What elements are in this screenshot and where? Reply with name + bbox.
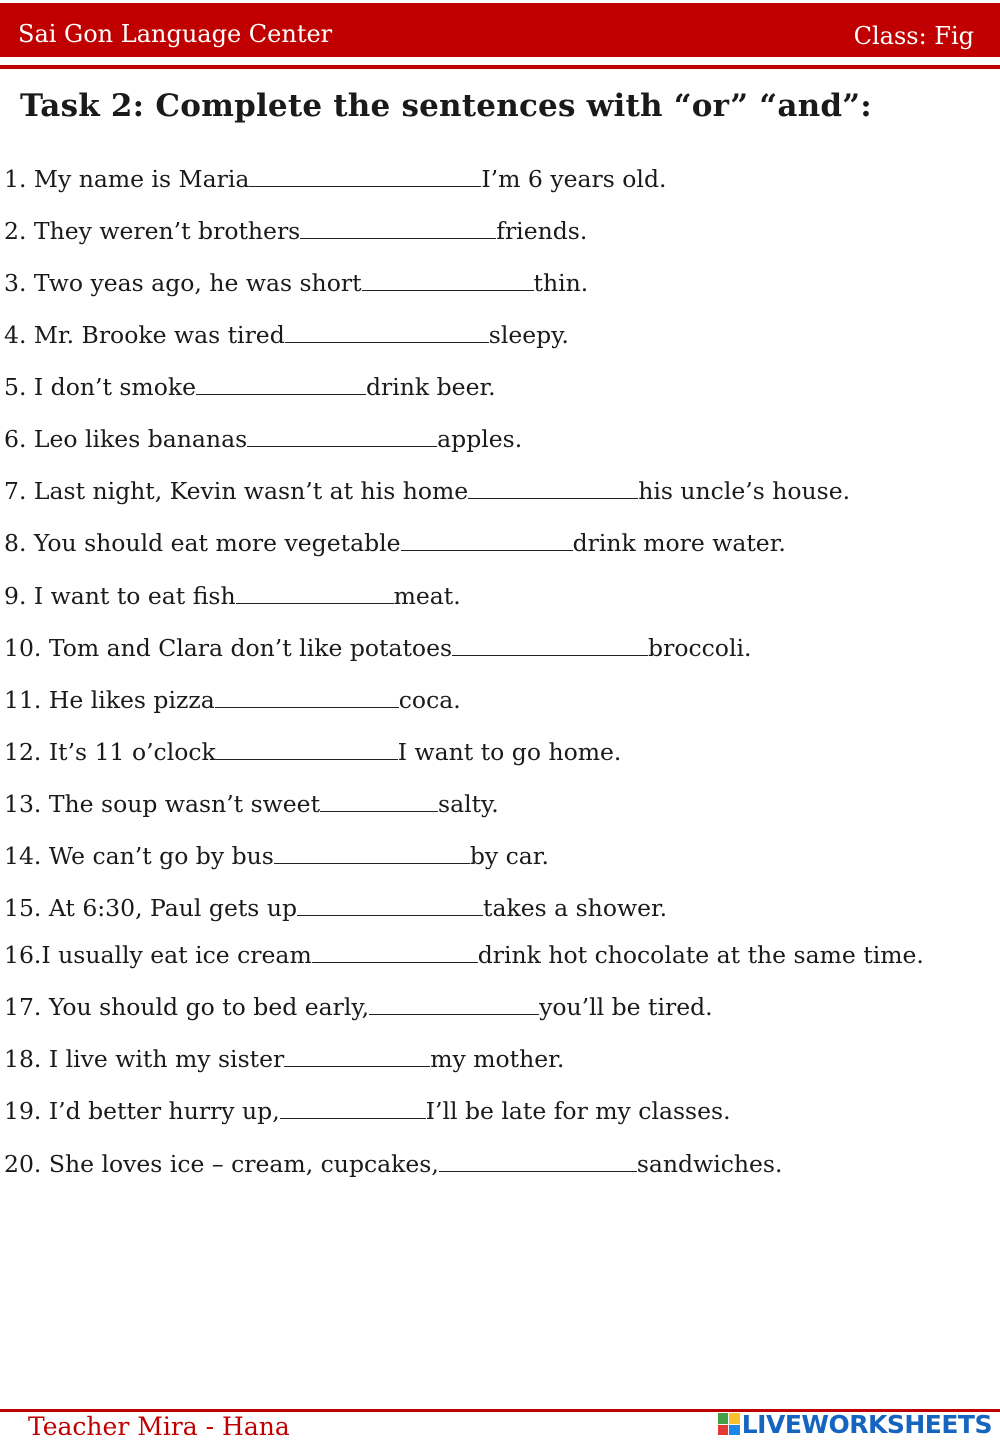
sentence-item bbox=[4, 212, 587, 247]
sentence-before: 14. We can’t go by bus bbox=[4, 842, 274, 870]
logo-icon bbox=[718, 1413, 740, 1435]
sentence-after: drink beer. bbox=[366, 373, 496, 401]
sentence-before: 1. My name is Maria bbox=[4, 165, 250, 193]
answer-blank[interactable] bbox=[216, 733, 398, 760]
sentence-after: by car. bbox=[469, 842, 549, 870]
task-title: Task 2: Complete the sentences with “or” “and”: bbox=[20, 88, 872, 124]
liveworksheets-logo[interactable] bbox=[718, 1409, 992, 1439]
answer-blank[interactable] bbox=[452, 629, 648, 656]
sentence-item bbox=[4, 733, 621, 768]
sentence-after: sleepy. bbox=[488, 321, 569, 349]
sentence-before: 4. Mr. Brooke was tired bbox=[4, 321, 285, 349]
answer-blank[interactable] bbox=[196, 368, 366, 395]
sentence-item bbox=[4, 988, 713, 1023]
sentence-before: 7. Last night, Kevin wasn’t at his home bbox=[4, 477, 469, 505]
class-label: Class: Fig bbox=[853, 22, 974, 50]
sentence-item bbox=[4, 1040, 564, 1075]
sentence-before: 2. They weren’t brothers bbox=[4, 217, 301, 245]
sentence-item bbox=[4, 681, 461, 716]
sentence-item bbox=[4, 1092, 731, 1127]
sentence-item bbox=[4, 837, 549, 872]
answer-blank[interactable] bbox=[468, 472, 638, 499]
sentence-before: 6. Leo likes bananas bbox=[4, 425, 248, 453]
answer-blank[interactable] bbox=[285, 316, 489, 343]
sentence-after: coca. bbox=[398, 686, 461, 714]
answer-blank[interactable] bbox=[274, 837, 470, 864]
sentence-item bbox=[4, 316, 569, 351]
sentence-after: sandwiches. bbox=[636, 1150, 783, 1178]
answer-blank[interactable] bbox=[362, 264, 534, 291]
answer-blank[interactable] bbox=[249, 160, 481, 187]
answer-blank[interactable] bbox=[320, 785, 438, 812]
header-divider bbox=[0, 65, 1000, 69]
answer-blank[interactable] bbox=[215, 681, 399, 708]
sentence-before: 5. I don’t smoke bbox=[4, 373, 196, 401]
header-bar bbox=[0, 3, 1000, 57]
answer-blank[interactable] bbox=[401, 524, 573, 551]
sentence-item bbox=[4, 472, 850, 507]
sentence-after: drink more water. bbox=[572, 529, 786, 557]
sentence-item bbox=[4, 577, 461, 612]
sentence-item bbox=[4, 936, 924, 971]
sentence-item bbox=[4, 368, 496, 403]
answer-blank[interactable] bbox=[236, 577, 394, 604]
answer-blank[interactable] bbox=[280, 1092, 426, 1119]
sentence-after: his uncle’s house. bbox=[638, 477, 851, 505]
sentence-item bbox=[4, 264, 588, 299]
sentence-after: I’ll be late for my classes. bbox=[425, 1097, 731, 1125]
answer-blank[interactable] bbox=[439, 1145, 637, 1172]
sentence-before: 17. You should go to bed early, bbox=[4, 993, 370, 1021]
teacher-name: Teacher Mira - Hana bbox=[28, 1412, 290, 1441]
sentence-after: thin. bbox=[533, 269, 589, 297]
sentence-item bbox=[4, 785, 499, 820]
sentence-after: apples. bbox=[437, 425, 523, 453]
sentence-before: 3. Two yeas ago, he was short bbox=[4, 269, 362, 297]
answer-blank[interactable] bbox=[297, 889, 483, 916]
sentence-after: friends. bbox=[496, 217, 588, 245]
brand-name: LIVEWORKSHEETS bbox=[741, 1409, 992, 1439]
sentence-after: my mother. bbox=[430, 1045, 565, 1073]
sentence-after: broccoli. bbox=[648, 634, 752, 662]
sentence-item bbox=[4, 889, 667, 924]
sentence-item bbox=[4, 420, 522, 455]
sentence-before: 11. He likes pizza bbox=[4, 686, 215, 714]
sentence-before: 10. Tom and Clara don’t like potatoes bbox=[4, 634, 453, 662]
sentence-before: 18. I live with my sister bbox=[4, 1045, 285, 1073]
sentence-after: takes a shower. bbox=[483, 894, 668, 922]
answer-blank[interactable] bbox=[284, 1040, 430, 1067]
sentence-after: salty. bbox=[438, 790, 499, 818]
sentence-before: 8. You should eat more vegetable bbox=[4, 529, 401, 557]
sentence-before: 13. The soup wasn’t sweet bbox=[4, 790, 321, 818]
sentence-before: 15. At 6:30, Paul gets up bbox=[4, 894, 298, 922]
sentence-before: 9. I want to eat fish bbox=[4, 582, 236, 610]
sentence-before: 12. It’s 11 o’clock bbox=[4, 738, 216, 766]
sentence-before: 20. She loves ice – cream, cupcakes, bbox=[4, 1150, 439, 1178]
sentence-after: I want to go home. bbox=[397, 738, 622, 766]
sentence-after: drink hot chocolate at the same time. bbox=[477, 941, 924, 969]
sentence-item bbox=[4, 629, 751, 664]
sentence-item bbox=[4, 524, 786, 559]
answer-blank[interactable] bbox=[247, 420, 437, 447]
sentence-after: I’m 6 years old. bbox=[481, 165, 667, 193]
sentence-item bbox=[4, 1145, 782, 1180]
sentence-after: meat. bbox=[393, 582, 461, 610]
answer-blank[interactable] bbox=[300, 212, 496, 239]
answer-blank[interactable] bbox=[369, 988, 539, 1015]
sentence-before: 16.I usually eat ice cream bbox=[4, 941, 312, 969]
sentence-item bbox=[4, 160, 666, 195]
answer-blank[interactable] bbox=[312, 936, 478, 963]
sentence-before: 19. I’d better hurry up, bbox=[4, 1097, 280, 1125]
sentence-after: you’ll be tired. bbox=[539, 993, 713, 1021]
school-name: Sai Gon Language Center bbox=[18, 20, 333, 48]
